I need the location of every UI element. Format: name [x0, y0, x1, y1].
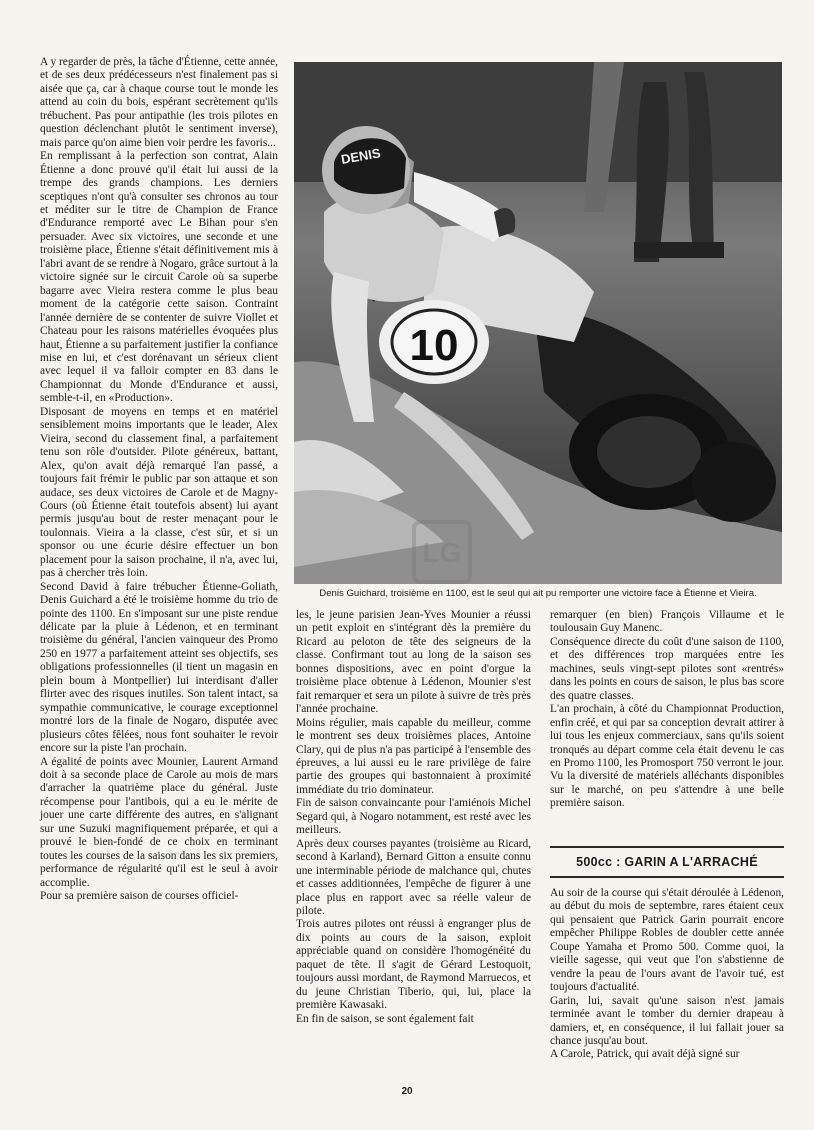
page-number: 20 [401, 1086, 413, 1097]
paragraph: Disposant de moyens en temps et en matériel sensiblement moins importants que le leader, Alex Vieira, second du classement final, a parfaitement tenu son rôle d'outsider. Pilote généreux, battant, Alex, qu'on avait déjà remarqué l'an passé, a toujours fait frémir le public par son attaque et son audace, ses deux victoires de Carole et de Magny-Cours (où Étienne était toutefois absent) lui ayant permis jusqu'au bout de rester menaçant pour le toulonnais. Vieira a la classe, c'est sûr, et si un sponsor ou une écurie désire effectuer un bon placement pour la saison prochaine, il n'a, avec lui, pas à chercher très loin. [40, 405, 278, 580]
article-column-middle [296, 609, 531, 1026]
section-title: 500cc : GARIN A L'ARRACHÉ [576, 855, 758, 869]
photo-caption: Denis Guichard, troisième en 1100, est le seul qui ait pu remporter une victoire face à Étienne et Vieira. [319, 588, 757, 599]
paragraph: Fin de saison convaincante pour l'amiénois Michel Segard qui, à Nogaro notamment, est resté avec les meilleurs. [296, 797, 531, 837]
paragraph: Conséquence directe du coût d'une saison de 1100, et des différences trop marquées entre les machines, seuls vingt-sept pilotes sont «rentrés» dans les points en cours de saison, le plus bas score des quatre classes. [550, 635, 784, 702]
paragraph: A égalité de points avec Mounier, Laurent Armand doit à sa seconde place de Carole au mois de mars d'arracher la quatrième place du général. Juste récompense pour l'antibois, qui a eu le mérite de jouer une carte différente des autres, en s'alignant sur une Suzuki magnifiquement préparée, et qui a prouvé le bien-fondé de ce choix en terminant toutes les courses de la saison dans les six premiers, performance de régularité qu'il est le seul à avoir accomplie. [40, 755, 278, 889]
paragraph: A y regarder de près, la tâche d'Étienne, cette année, et de ses deux prédécesseurs n'est finalement pas si aisée que ça, car à chaque course tout le monde les attend au coin du bois, espérant secrètement qu'ils trébuchent. Pas pour antipathie (les trois pilotes en question déclenchant plutôt le sentiment inverse), mais parce qu'on aime bien voir perdre les favoris... [40, 56, 278, 149]
paragraph: En remplissant à la perfection son contrat, Alain Étienne a donc prouvé qu'il était lui aussi de la trempe des grands champions. Les derniers sceptiques n'ont qu'à consulter ses chronos au tour et méditer sur le titre de Champion de France d'Endurance remporté avec Le Bihan pour s'en persuader. Avec six victoires, une seconde et une troisième place, Étienne s'était définitivement mis à l'abri avant de se rendre à Nogaro, grâce surtout à la victoire signée sur le circuit Carole où sa superbe bagarre avec Vieira restera comme le plus beau moment de la catégorie cette saison. Contraint l'année dernière de se contenter de suivre Viollet et Chateau pour les raisons matérielles évoquées plus haut, Étienne a su parfaitement justifier la confiance mise en lui, et c'est dorénavant un sérieux client avec lequel il va falloir compter en 83 dans le Championnat du Monde d'Endurance et aussi, semble-t-il, en «Production». [40, 150, 278, 405]
section-heading-box [550, 846, 784, 878]
paragraph: A Carole, Patrick, qui avait déjà signé sur [550, 1048, 740, 1061]
article-column-right-bottom [550, 887, 784, 1062]
paragraph: Pour sa première saison de courses officiel- [40, 890, 239, 903]
paragraph: remarquer (en bien) François Villaume et le toulousain Guy Manenc. [550, 609, 784, 635]
lg-watermark-logo [412, 520, 472, 584]
paragraph: En fin de saison, se sont également fait [296, 1012, 474, 1025]
paragraph: Au soir de la course qui s'était déroulée à Lédenon, au début du mois de septembre, rares étaient ceux qui pensaient que Patrick Garin pourrait encore empêcher Philippe Robles de doubler cette année Coupe Yamaha et Promo 500. Comme quoi, la vieille sagesse, qui veut que l'on s'abstienne de vendre la peau de l'ours avant de l'avoir tué, est toujours d'actualité. [550, 887, 784, 994]
paragraph: Second David à faire trébucher Étienne-Goliath, Denis Guichard a été le troisième homme du trio de pointe des 1100. En s'imposant sur une piste rendue délicate par la pluie à Lédenon, et en terminant troisième du général, l'ancien vainqueur des Promo 250 en 1977 a parfaitement atteint ses objectifs, ses obligations professionnelles (il tient un magasin en plein boum à Montpellier) lui interdisant d'aller flirter avec des risques inutiles. Son talent intact, sa sympathie communicative, le courage exceptionnel montré lors de la finale de Nogaro, disputée avec plusieurs côtes fêlées, nous font souhaiter le revoir encore sur la piste l'an prochain. [40, 580, 278, 755]
watermark-text: LG [422, 537, 462, 568]
fairing-number: 10 [409, 321, 459, 370]
article-column-left [40, 56, 278, 904]
motorcycle-racing-photo [294, 62, 782, 584]
helmet-name: DENIS [339, 145, 382, 167]
paragraph: L'an prochain, à côté du Championnat Production, enfin créé, et qui par sa conception devrait attirer à lui tous les enjeux commerciaux, sans qu'ils soient tronqués au départ comme cela était devenu le cas en Promo 1100, les Promosport 750 verront le jour. Vu la diversité de matériels alléchants disponibles sur le marché, on peu s'attendre à une belle première saison. [550, 703, 784, 810]
paragraph: Trois autres pilotes ont réussi à engranger plus de dix points au cours de la saison, exploit appréciable quand on considère l'homogénéité du paquet de tête. Il s'agit de Gérard Lestoquoit, toujours aussi mordant, de Raymond Marruecos, et du jeune Christian Tiberio, qui, lui, place la première Kawasaki. [296, 918, 531, 1012]
article-column-right-top [550, 609, 784, 811]
paragraph: Après deux courses payantes (troisième au Ricard, second à Karland), Bernard Gitton a ensuite connu une interminable période de malchance qui, chutes et casses additionnées, l'empêche de figurer à une place plus en rapport avec sa réelle valeur de pilote. [296, 837, 531, 917]
paragraph: les, le jeune parisien Jean-Yves Mounier a réussi un petit exploit en s'intégrant dès la première du Ricard au peloton de tête des seigneurs de la classe. Confirmant tout au long de la saison ses bonnes dispositions, avec en point d'orgue la troisième place obtenue à Lédenon, Mounier s'est fait remarquer et sera un pilote à suivre de très près l'année prochaine. [296, 609, 531, 716]
paragraph: Moins régulier, mais capable du meilleur, comme le montrent ses deux troisièmes places, Antoine Clary, qui de plus n'a pas participé à l'ensemble des épreuves, a lui aussi eu le rare privilège de faire partie des groupes qui bastonnaient à proximité immédiate du trio dominateur. [296, 716, 531, 796]
paragraph: Garin, lui, savait qu'une saison n'est jamais terminée avant le tomber du dernier drapeau à damiers, et, en conséquence, il lui fallait jouer sa chance jusqu'au bout. [550, 994, 784, 1047]
